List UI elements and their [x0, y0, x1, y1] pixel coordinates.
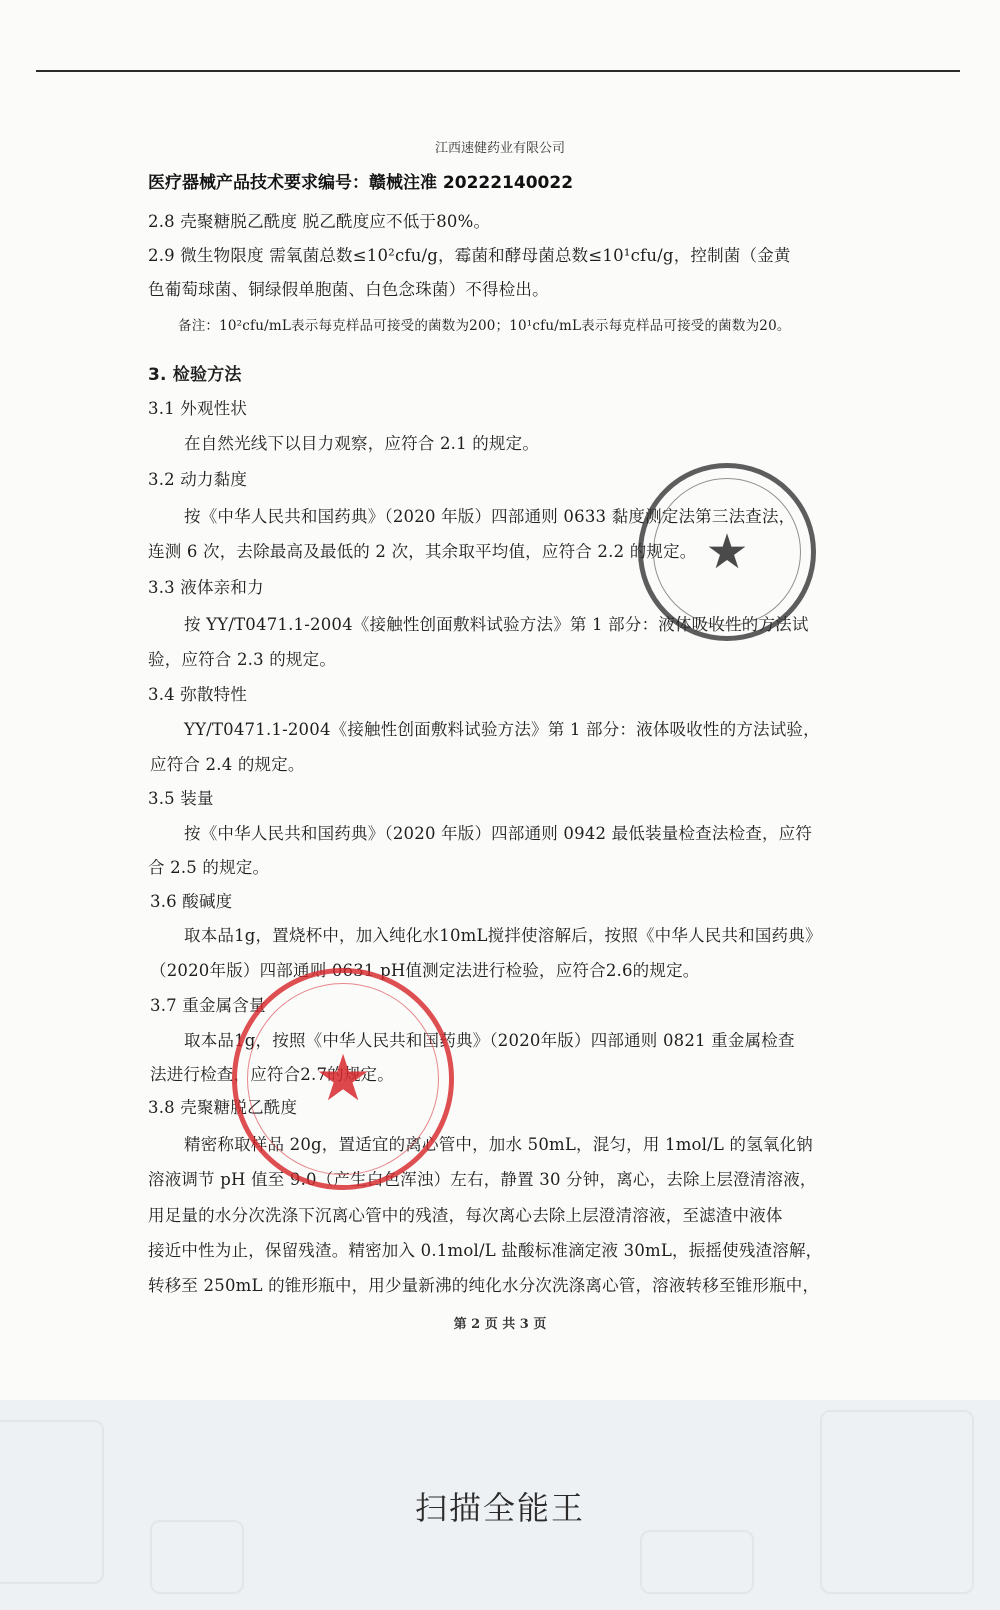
subsection-heading: 3.5 装量 [148, 789, 214, 808]
subsection-heading: 3.2 动力黏度 [148, 470, 248, 489]
text-line: 精密称取样品 20g，置适宜的离心管中，加水 50mL，混匀，用 1mol/L 的氢氧化钠 [184, 1135, 814, 1154]
text-line: 按《中华人民共和国药典》（2020 年版）四部通则 0633 黏度测定法第三法查法， [184, 507, 796, 526]
subsection-heading: 3.1 外观性状 [148, 399, 248, 418]
text-line: YY/T0471.1-2004《接触性创面敷料试验方法》第 1 部分：液体吸收性的方法试验， [184, 720, 820, 739]
text-line: 色葡萄球菌、铜绿假单胞菌、白色念珠菌）不得检出。 [148, 280, 549, 299]
text-line: 转移至 250mL 的锥形瓶中，用少量新沸的纯化水分次洗涤离心管，溶液转移至锥形瓶中， [148, 1276, 820, 1295]
text-line: 取本品1g，按照《中华人民共和国药典》（2020年版）四部通则 0821 重金属检查 [184, 1031, 795, 1050]
subsection-heading: 3.7 重金属含量 [150, 996, 266, 1015]
company-seal [638, 463, 816, 641]
text-line: 取本品1g，置烧杯中，加入纯化水10mL搅拌使溶解后，按照《中华人民共和国药典》 [184, 926, 822, 945]
text-line: 验，应符合 2.3 的规定。 [148, 650, 337, 669]
text-line: 合 2.5 的规定。 [148, 858, 270, 877]
standard-number: 医疗器械产品技术要求编号：赣械注准 20222140022 [148, 173, 574, 193]
note-line: 备注：10²cfu/mL表示每克样品可接受的菌数为200；10¹cfu/mL表示每克样品可接受的菌数为20。 [178, 318, 791, 334]
text-line: 溶液调节 pH 值至 9.0（产生白色浑浊）左右，静置 30 分钟，离心，去除上层澄清溶液， [148, 1170, 817, 1189]
text-line: 2.9 微生物限度 需氧菌总数≤10²cfu/g，霉菌和酵母菌总数≤10¹cfu/g，控制菌（金黄 [148, 246, 791, 265]
subsection-heading: 3.6 酸碱度 [150, 892, 233, 911]
decor-shape [640, 1530, 754, 1594]
subsection-heading: 3.8 壳聚糖脱乙酰度 [148, 1098, 298, 1117]
red-seal [232, 968, 454, 1190]
company-name: 江西速健药业有限公司 [434, 141, 565, 156]
header-rule [36, 70, 960, 72]
star-icon: ★ [314, 1042, 372, 1116]
text-line: 2.8 壳聚糖脱乙酰度 脱乙酰度应不低于80%。 [148, 212, 491, 231]
text-line: 按《中华人民共和国药典》（2020 年版）四部通则 0942 最低装量检查法检查，应符 [184, 824, 813, 843]
decor-shape [150, 1520, 244, 1594]
text-line: 在自然光线下以目力观察，应符合 2.1 的规定。 [184, 434, 540, 453]
scanner-watermark: 扫描全能王 [414, 1489, 585, 1527]
subsection-heading: 3.4 弥散特性 [148, 685, 248, 704]
page-number: 第 2 页 共 3 页 [453, 1317, 547, 1332]
text-line: 按 YY/T0471.1-2004《接触性创面敷料试验方法》第 1 部分：液体吸收性的方法试 [184, 615, 809, 634]
subsection-heading: 3.3 液体亲和力 [148, 578, 264, 597]
text-line: （2020年版）四部通则 0631 pH值测定法进行检验，应符合2.6的规定。 [150, 961, 700, 980]
text-line: 法进行检查，应符合2.7的规定。 [150, 1065, 394, 1084]
text-line: 用足量的水分次洗涤下沉离心管中的残渣，每次离心去除上层澄清溶液，至滤渣中液体 [148, 1206, 783, 1225]
text-line: 接近中性为止，保留残渣。精密加入 0.1mol/L 盐酸标准滴定液 30mL，振摇使残渣溶解， [148, 1241, 823, 1260]
star-icon: ★ [705, 524, 749, 580]
text-line: 应符合 2.4 的规定。 [150, 755, 305, 774]
section-heading: 3. 检验方法 [148, 365, 242, 385]
text-line: 连测 6 次，去除最高及最低的 2 次，其余取平均值，应符合 2.2 的规定。 [148, 542, 697, 561]
